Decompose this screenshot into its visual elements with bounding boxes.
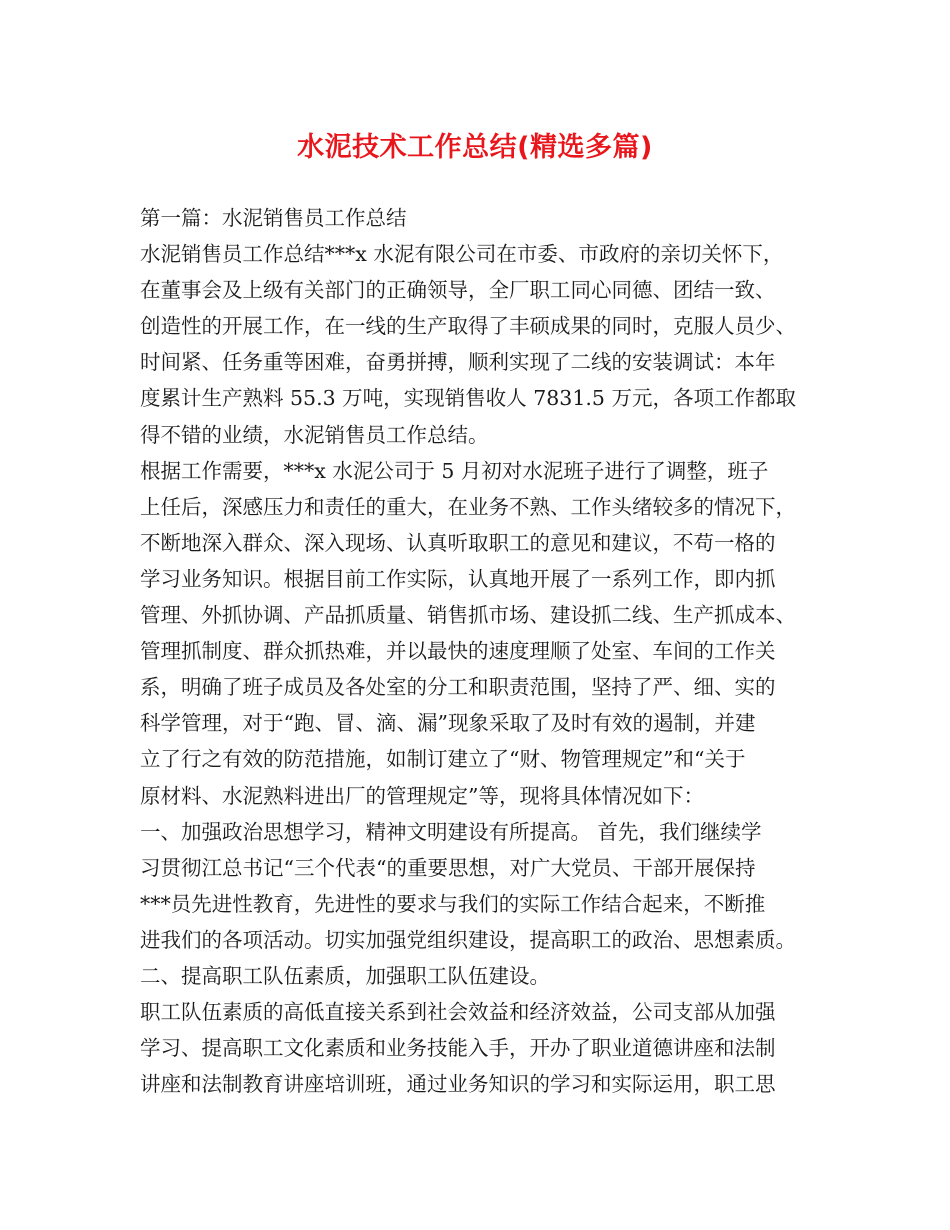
body-line: 第一篇：水泥销售员工作总结 (140, 206, 407, 230)
body-line: 二、提高职工队伍素质，加强职工队伍建设。 (140, 963, 550, 988)
body-line: 职工队伍素质的高低直接关系到社会效益和经济效益，公司支部从加强 (140, 1000, 776, 1025)
body-line: 科学管理，对于“跑、冒、滴、漏”现象采取了及时有效的遏制，并建 (140, 711, 756, 736)
body-line: 讲座和法制教育讲座培训班，通过业务知识的学习和实际运用，职工思 (140, 1072, 776, 1097)
document-title: 水泥技术工作总结(精选多篇) (297, 132, 653, 163)
body-line: 习贯彻江总书记“三个代表“的重要思想，对广大党员、干部开展保持 (140, 855, 756, 880)
body-line: 管理、外抓协调、产品抓质量、销售抓市场、建设抓二线、生产抓成本、 (140, 603, 796, 628)
body-line: 学习业务知识。根据目前工作实际，认真地开展了一系列工作，即内抓 (140, 566, 776, 591)
body-line: 进我们的各项活动。切实加强党组织建设，提高职工的政治、思想素质。 (140, 927, 796, 952)
body-line: 得不错的业绩，水泥销售员工作总结。 (140, 422, 489, 447)
body-line: 一、加强政治思想学习，精神文明建设有所提高。 首先，我们继续学 (140, 819, 762, 844)
body-line: 上任后，深感压力和责任的重大，在业务不熟、工作头绪较多的情况下， (140, 494, 796, 519)
body-line: 立了行之有效的防范措施，如制订建立了“财、物管理规定”和“关于 (140, 747, 746, 772)
body-line: 水泥销售员工作总结***x 水泥有限公司在市委、市政府的亲切关怀下， (140, 242, 784, 267)
body-line: 度累计生产熟料 55.3 万吨，实现销售收人 7831.5 万元，各项工作都取 (140, 386, 796, 411)
body-line: 原材料、水泥熟料进出厂的管理规定”等，现将具体情况如下： (140, 783, 704, 808)
body-line: 根据工作需要，***x 水泥公司于 5 月初对水泥班子进行了调整，班子 (140, 458, 769, 483)
body-line: 不断地深入群众、深入现场、认真听取职工的意见和建议，不苟一格的 (140, 530, 776, 555)
body-line: 在董事会及上级有关部门的正确领导，全厂职工同心同德、团结一致、 (140, 278, 776, 303)
body-line: 管理抓制度、群众抓热难，并以最快的速度理顺了处室、车间的工作关 (140, 639, 776, 664)
body-line: 时间紧、任务重等困难，奋勇拼搏，顺利实现了二线的安装调试：本年 (140, 350, 776, 375)
body-line: 创造性的开展工作，在一线的生产取得了丰硕成果的同时，克服人员少、 (140, 314, 796, 339)
body-line: 系，明确了班子成员及各处室的分工和职责范围，坚持了严、细、实的 (140, 675, 776, 700)
body-line: ***员先进性教育，先进性的要求与我们的实际工作结合起来，不断推 (140, 891, 766, 916)
body-line: 学习、提高职工文化素质和业务技能入手，开办了职业道德讲座和法制 (140, 1036, 776, 1061)
document-body (140, 200, 830, 1102)
